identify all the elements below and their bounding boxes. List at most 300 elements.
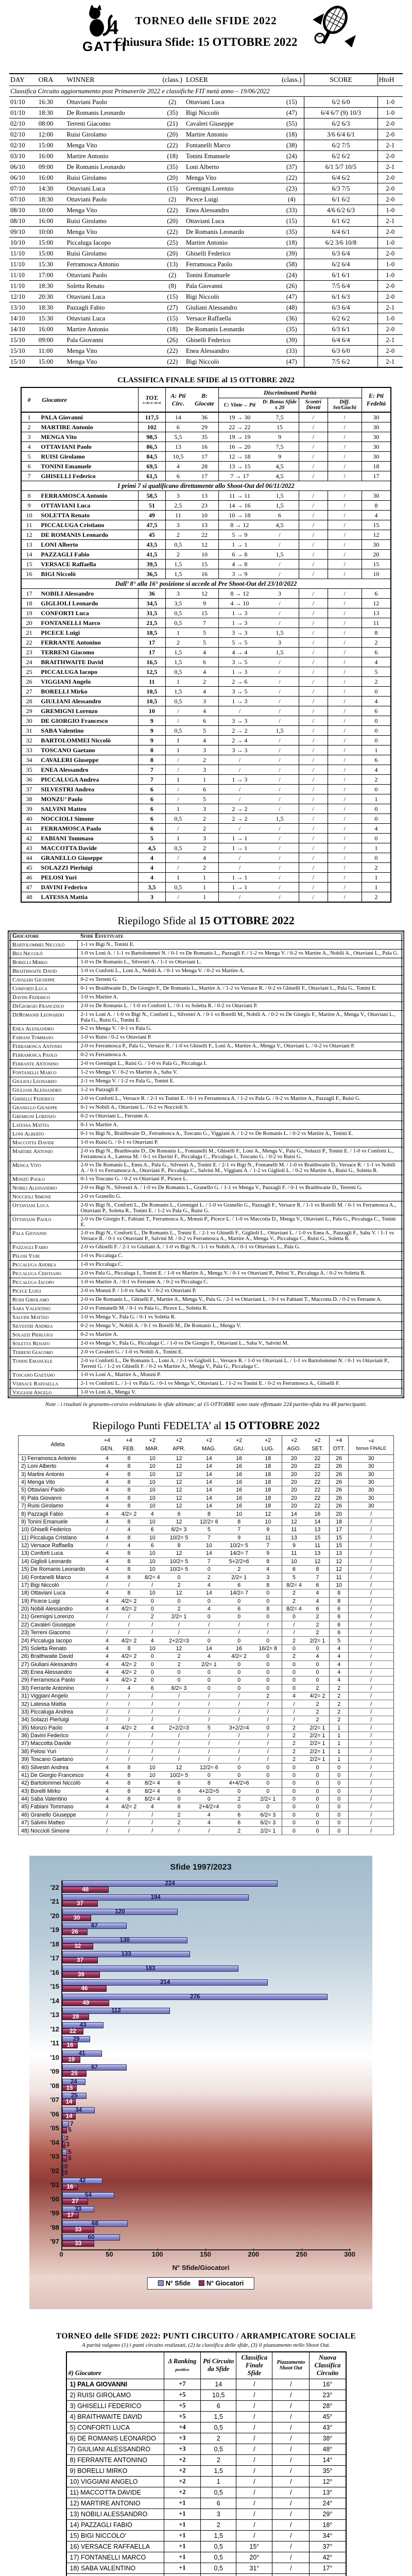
fedelta-athlete: 30) Ferrante Antonino <box>19 1684 97 1692</box>
bonus-sfide: / <box>261 697 299 706</box>
fedelta-value: 8 <box>117 1557 141 1565</box>
pti-fedelta: 0 <box>362 853 391 863</box>
finale-player: 17) FONTANELLI MARCO <box>66 2552 164 2563</box>
riepilogo-player: Bigi Niccolò <box>9 950 78 958</box>
riepilogo-player: Gremigni Lorenzo <box>9 1112 78 1121</box>
match-score: 6/3 6/0 <box>304 346 377 357</box>
fedelta-athlete: 37) Maccotta Davide <box>19 1740 97 1748</box>
fedelta-value: / <box>194 1692 224 1700</box>
total-points: 10,5 <box>139 697 165 706</box>
fedelta-value: 4 <box>97 1470 117 1478</box>
fedelta-value: 6 <box>164 1803 194 1811</box>
fedelta-value: 10 <box>141 1557 164 1565</box>
total-points: 11 <box>139 677 165 687</box>
player-name: SOLAZZI Pierluigi <box>37 863 138 873</box>
fedelta-value: 11 <box>282 1526 306 1534</box>
fedelta-value: 8 <box>117 1534 141 1541</box>
scontri-diretti: / <box>299 745 328 755</box>
finale-classifica-sfide: / <box>236 2465 272 2476</box>
giocate: 5 <box>191 794 218 804</box>
classifica-title: CLASSIFICA FINALE SFIDE al 15 OTTOBRE 2022 <box>117 376 295 384</box>
match-time: 16:00 <box>38 216 66 227</box>
rank: 8 <box>21 491 37 501</box>
fedelta-row <box>19 1827 394 1835</box>
riepilogo-results: 1-0 vs Conforti L., Loni A., Nobili A. / 0-1 vs Menga V. / 0-2 vs Martire A. <box>77 967 404 976</box>
pti-circuito: / <box>165 765 191 775</box>
fedelta-value: 7 <box>254 1541 282 1549</box>
fedelta-value: 4 <box>97 1557 117 1565</box>
riepilogo-results: 2-0 vs Granello G. <box>77 1193 404 1201</box>
match-score: 6/1 6/2 <box>304 216 377 227</box>
vinte-pti: 4 → 10 <box>218 599 261 608</box>
scontri-diretti: / <box>299 775 328 785</box>
chart-bar-group <box>50 2234 351 2249</box>
fedelta-value: 4 <box>282 1692 306 1700</box>
match-loser: Tonini Emanuele <box>185 270 279 281</box>
pti-circuito: 1 <box>165 804 191 814</box>
finale-classifica-sfide: / <box>236 2476 272 2487</box>
giocate: 1 <box>191 873 218 883</box>
giocatori-bar <box>62 2099 76 2105</box>
qualification-note: Dall’ 8° alla 16° posizione si accede al Pre Shoot-Out del 23/10/2022 <box>21 579 391 589</box>
vinte-pti: 3 → 5 <box>218 687 261 697</box>
fedelta-value: 10 <box>224 1510 254 1518</box>
rank: 39 <box>21 804 37 814</box>
fedelta-value: 2 <box>282 1740 306 1748</box>
finale-pti: 0,5 <box>201 2541 236 2552</box>
riepilogo-row <box>9 1121 404 1130</box>
giocatori-bar <box>62 2014 89 2020</box>
fedelta-value: 20 <box>282 1478 306 1486</box>
riepilogo-row <box>9 1304 404 1313</box>
finale-pti: 2 <box>201 2433 236 2444</box>
fedelta-value: 16 <box>224 1463 254 1470</box>
scontri-diretti: / <box>299 863 328 873</box>
fedelta-athlete: 24) Piccaluga Iacopo <box>19 1637 97 1645</box>
fedelta-value: / <box>117 1692 141 1700</box>
pti-fedelta: 1 <box>362 794 391 804</box>
giocate: 3 <box>191 834 218 843</box>
diff-set-giochi: / <box>328 706 362 716</box>
fedelta-row <box>19 1756 394 1764</box>
fedelta-value: 2 <box>164 1605 194 1613</box>
riepilogo-row <box>9 1193 404 1201</box>
fedelta-value: 0 <box>224 1787 254 1795</box>
giocate: 15 <box>191 560 218 569</box>
match-loser-class: (26) <box>279 281 304 292</box>
chart-plot-area <box>50 1880 351 2250</box>
match-score: 6/1 6/1 <box>304 270 377 281</box>
fedelta-value: 30 <box>349 1454 394 1462</box>
sfide-bar <box>62 2008 170 2014</box>
match-htoh: 2-0 <box>377 129 403 140</box>
fedelta-athlete: 38) Pelosi Yuri <box>19 1748 97 1755</box>
fedelta-value: / <box>254 1708 282 1716</box>
vinte-pti: 22 → 22 <box>218 422 261 432</box>
pti-fedelta: 15 <box>362 520 391 530</box>
pti-fedelta: 11 <box>362 618 391 628</box>
bonus-sfide: / <box>261 569 299 579</box>
fedelta-value: 15 <box>330 1541 349 1549</box>
fedelta-value: / <box>164 1732 194 1739</box>
riepilogo-row <box>9 1033 404 1042</box>
diff-set-giochi: / <box>328 873 362 883</box>
fedelta-value: 10 <box>141 1454 164 1462</box>
match-time: 10:00 <box>38 205 66 216</box>
fedelta-value: / <box>117 1700 141 1708</box>
player-name: BRAITHWAITE David <box>37 657 138 667</box>
cat-icon <box>85 5 124 38</box>
fedelta-row <box>19 1771 394 1779</box>
riepilogo-row <box>9 1278 404 1287</box>
total-points: 17 <box>139 638 165 648</box>
fedelta-value: 0 <box>306 1764 330 1771</box>
fedelta-value: 4 <box>97 1803 117 1811</box>
riepilogo-results: 1-0 vs Piccaluga C. <box>77 1252 404 1261</box>
match-htoh: 2-0 <box>377 346 403 357</box>
rank: 12 <box>21 530 37 540</box>
player-name: FERRAMOSCA Antonio <box>37 491 138 501</box>
finale-row <box>66 2400 346 2411</box>
fedelta-value: / <box>349 1541 394 1549</box>
rank: 33 <box>21 745 37 755</box>
fedelta-value: / <box>117 1748 141 1755</box>
riepilogo-player: Bartolommei Niccolò <box>9 941 78 950</box>
classifica-row <box>21 471 391 481</box>
fedelta-row <box>19 1748 394 1755</box>
total-points: 69,5 <box>139 462 165 471</box>
fedelta-value: / <box>117 1629 141 1637</box>
fedelta-value: 2 <box>330 1692 349 1700</box>
player-name: OTTAVIANI Paolo <box>37 442 138 452</box>
fedelta-value: / <box>254 1748 282 1755</box>
riepilogo-results: 1-0 vs Ruisi / 0-2 vs Ottaviani P. <box>77 1033 404 1042</box>
fedelta-value: 0 <box>254 1724 282 1732</box>
fedelta-value: 14 <box>194 1502 224 1510</box>
fedelta-value: 0 <box>254 1764 282 1771</box>
fedelta-value: / <box>349 1550 394 1557</box>
match-score: 6/2 6/2 <box>304 313 377 324</box>
player-name: GIGLIOLI Leonardo <box>37 599 138 608</box>
match-winner: Martire Antonio <box>65 324 160 335</box>
fedelta-value: / <box>282 1700 306 1708</box>
fedelta-value: 2 <box>306 1613 330 1621</box>
bar-value-label: 5 <box>68 2127 72 2134</box>
diff-set-giochi: / <box>328 471 362 481</box>
chart-year-label: '13 <box>50 2011 59 2019</box>
x-tick-label: 300 <box>344 2250 355 2258</box>
fedelta-value: 0 <box>306 1645 330 1652</box>
riepilogo-results: 0-2 vs Martire A. <box>77 1331 404 1340</box>
fedelta-value: / <box>349 1708 394 1716</box>
fedelta-value: / <box>97 1526 117 1534</box>
finale-delta: +2 <box>164 2487 200 2498</box>
match-day: 07/10 <box>9 194 38 205</box>
pti-circuito: 1 <box>165 628 191 638</box>
match-loser-class: (37) <box>279 162 304 173</box>
fedelta-value: 9 <box>224 1534 254 1541</box>
fedelta-value: 8 <box>117 1787 141 1795</box>
rank: 36 <box>21 775 37 785</box>
giocatori-bar <box>62 1986 107 1992</box>
fedelta-value: 8 <box>117 1645 141 1652</box>
chart-bar-group <box>50 1937 351 1952</box>
col-ora: ORA <box>38 74 66 86</box>
scontri-diretti: / <box>299 638 328 648</box>
fedelta-value: / <box>194 1756 224 1764</box>
vinte-pti: 1 → 3 <box>218 608 261 618</box>
total-points: 58,5 <box>139 491 165 501</box>
player-name: TONINI Emanuele <box>37 462 138 471</box>
match-winner-class: (20) <box>160 248 185 259</box>
finale-player: 16) VERSACE RAFFAELLA <box>66 2541 164 2552</box>
riepilogo-player: Piccaluga Iacopo <box>9 1278 78 1287</box>
fedelta-row <box>19 1653 394 1660</box>
match-winner-class: (15) <box>160 292 185 302</box>
classifica-row <box>21 755 391 765</box>
fedelta-value: 2+4/2=4 <box>194 1803 224 1811</box>
finale-row <box>66 2454 346 2465</box>
chart-bar-group <box>50 1979 351 1994</box>
h-month-lug: +2 LUG. <box>254 1436 282 1455</box>
fedelta-value: / <box>349 1740 394 1748</box>
finale-delta: +1 <box>164 2509 200 2519</box>
rank: 6 <box>21 462 37 471</box>
bonus-sfide: 1,5 <box>261 648 299 657</box>
fedelta-value: 22 <box>306 1486 330 1494</box>
giocate: 17 <box>191 471 218 481</box>
fedelta-value: 22 <box>306 1494 330 1502</box>
diff-set-giochi: / <box>328 511 362 520</box>
fedelta-value: 20 <box>282 1454 306 1462</box>
bar-value-label: 41 <box>78 2050 85 2057</box>
finale-nuova-classifica: 45° <box>310 2411 346 2422</box>
bonus-sfide: / <box>261 824 299 834</box>
match-row <box>9 302 403 313</box>
fedelta-value: 0 <box>224 1668 254 1676</box>
fedelta-value: / <box>164 1756 194 1764</box>
giocate: 17 <box>191 452 218 462</box>
riepilogo-row <box>9 1095 404 1104</box>
match-loser: Loni Alberto <box>185 162 279 173</box>
pti-fedelta: 20 <box>362 550 391 560</box>
classifica-row <box>21 638 391 648</box>
pti-fedelta: 30 <box>362 452 391 462</box>
giocatori-bar <box>62 1901 98 1907</box>
riepilogo-row <box>9 1130 404 1139</box>
legend-item: N° Giocatori <box>199 2280 244 2287</box>
fedelta-value: 2 <box>282 1653 306 1660</box>
rank: 18 <box>21 599 37 608</box>
classifica-row <box>21 530 391 540</box>
match-row <box>9 346 403 357</box>
match-day: 11/10 <box>9 259 38 270</box>
vinte-pti: 2 → 2 <box>218 814 261 824</box>
total-points: 49 <box>139 511 165 520</box>
match-score: 6/3 6/4 <box>304 248 377 259</box>
fedelta-value: 2 <box>141 1613 164 1621</box>
match-day: 08/10 <box>9 216 38 227</box>
giocatori-bar <box>62 2198 88 2205</box>
total-points: 31,5 <box>139 608 165 618</box>
riepilogo-player: Ghiselli Federico <box>9 1095 78 1104</box>
fedelta-value: 5 <box>330 1637 349 1645</box>
fedelta-value: / <box>141 1629 164 1637</box>
total-points: 4 <box>139 863 165 873</box>
fedelta-value: / <box>349 1716 394 1724</box>
fedelta-row <box>19 1605 394 1613</box>
fedelta-value: 18 <box>254 1463 282 1470</box>
fedelta-value: / <box>164 1629 194 1637</box>
finale-player: 18) SABA VALENTINO <box>66 2563 164 2573</box>
giocate: 3 <box>191 804 218 814</box>
match-winner: De Romanis Leonardo <box>65 162 160 173</box>
fedelta-value: 8 <box>117 1470 141 1478</box>
total-points: 34,5 <box>139 599 165 608</box>
giocatori-bar <box>62 2057 80 2063</box>
fedelta-value: 4 <box>97 1660 117 1668</box>
fedelta-value: 9 <box>282 1541 306 1549</box>
match-loser: Fontanelli Marco <box>185 140 279 151</box>
giocate: 2 <box>191 863 218 873</box>
classifica-row <box>21 883 391 892</box>
fedelta-athlete: 22) Cavaleri Giuseppe <box>19 1621 97 1629</box>
fedelta-value: 0 <box>254 1668 282 1676</box>
fedelta-value: / <box>117 1811 141 1819</box>
giocate: 5 <box>191 638 218 648</box>
fedelta-value: / <box>164 1748 194 1755</box>
match-time: 18:30 <box>38 281 66 292</box>
bonus-sfide: / <box>261 540 299 550</box>
giocatori-bar <box>62 2227 94 2233</box>
classifica-row <box>21 628 391 638</box>
fedelta-value: 0 <box>194 1795 224 1803</box>
fedelta-value: 4/2= 2 <box>306 1692 330 1700</box>
giocatori-bar <box>62 1887 109 1893</box>
finale-nuova-classifica: 42° <box>310 2552 346 2563</box>
match-loser: Enea Alessandro <box>185 205 279 216</box>
fedelta-athlete: 47) Salvini Matteo <box>19 1819 97 1827</box>
riepilogo-row <box>9 1252 404 1261</box>
bar-value-label: 15 <box>66 2084 73 2091</box>
fedelta-value: / <box>349 1668 394 1676</box>
h-fin-piazzamento: Piazzamento Shoot Out <box>272 2352 310 2379</box>
fedelta-value: 6 <box>282 1566 306 1573</box>
bonus-sfide: / <box>261 843 299 853</box>
matches-table <box>9 73 403 368</box>
bar-value-label: 3 <box>66 2141 70 2148</box>
finale-delta: +5 <box>164 2411 200 2422</box>
sfide-bar <box>62 2036 90 2042</box>
fedelta-value: 10/2= 5 <box>224 1541 254 1549</box>
riepilogo-row <box>9 1287 404 1296</box>
match-loser: Ghiselli Federico <box>185 248 279 259</box>
riepilogo-results: 2-0 vs Cavaleri G. / 1-0 vs Nobili A., Tonini E. <box>77 1348 404 1357</box>
fedelta-value: 10/2= 5 <box>164 1566 194 1573</box>
pti-fedelta: 12 <box>362 599 391 608</box>
player-name: DE ROMANIS Leonardo <box>37 530 138 540</box>
match-row <box>9 335 403 346</box>
vinte-pti: 3 → 3 <box>218 628 261 638</box>
scontri-diretti: / <box>299 599 328 608</box>
fedelta-value: / <box>164 1708 194 1716</box>
fedelta-value: / <box>117 1716 141 1724</box>
finale-nuova-classifica: 23° <box>310 2389 346 2400</box>
fedelta-value: 4 <box>97 1653 117 1660</box>
fedelta-athlete: 2) Loni Alberto <box>19 1463 97 1470</box>
finale-delta: +2 <box>164 2465 200 2476</box>
h-month-giu: +2 GIU. <box>224 1436 254 1455</box>
fedelta-value: 4 <box>117 1684 141 1692</box>
fedelta-value: 20 <box>282 1502 306 1510</box>
fedelta-value: 4 <box>97 1454 117 1462</box>
giocatori-bar <box>62 2042 78 2048</box>
fedelta-value: 12/2= 6 <box>194 1518 224 1526</box>
total-points: 4 <box>139 853 165 863</box>
pti-fedelta: 30 <box>362 540 391 550</box>
match-score: 6/4 6/1 <box>304 227 377 238</box>
page-subtitle: Chiusura Sfide: 15 OTTOBRE 2022 <box>114 36 298 48</box>
finale-shoot-out: / <box>272 2465 310 2476</box>
fedelta-value: 0 <box>224 1684 254 1692</box>
vinte-pti: 10 → 18 <box>218 511 261 520</box>
fedelta-value: 26 <box>330 1463 349 1470</box>
fedelta-value: / <box>141 1732 164 1739</box>
fedelta-row <box>19 1573 394 1581</box>
match-winner-class: (15) <box>160 313 185 324</box>
fedelta-value: 0 <box>306 1795 330 1803</box>
fedelta-value: 2 <box>224 1795 254 1803</box>
rank: 26 <box>21 677 37 687</box>
match-winner-class: (22) <box>160 227 185 238</box>
fedelta-value: 30 <box>349 1470 394 1478</box>
rank: 23 <box>21 648 37 657</box>
fedelta-value: 0 <box>224 1764 254 1771</box>
pti-fedelta: 4 <box>362 824 391 834</box>
giocate: 7 <box>191 618 218 628</box>
fedelta-value: 0 <box>282 1811 306 1819</box>
fedelta-value: 12 <box>164 1645 194 1652</box>
riepilogo-player: Soletta Renato <box>9 1340 78 1348</box>
match-time: 09:00 <box>38 335 66 346</box>
giocatori-bar <box>62 2028 83 2035</box>
fedelta-value: 10 <box>141 1534 164 1541</box>
vinte-pti: 7 → 17 <box>218 471 261 481</box>
chart-year-label: '22 <box>50 1883 59 1891</box>
bar-value-label: 48 <box>82 1886 89 1893</box>
fedelta-value: 2/2= 1 <box>194 1660 224 1668</box>
fedelta-value: 16 <box>224 1470 254 1478</box>
fedelta-value: 0 <box>254 1589 282 1597</box>
riepilogo-player: Pelosi Yuri <box>9 1252 78 1261</box>
giocate: 4 <box>191 853 218 863</box>
fedelta-value: 0 <box>254 1780 282 1787</box>
giocatori-bar <box>62 1929 88 1935</box>
diff-set-giochi: / <box>328 608 362 618</box>
pti-circuito: 0,5 <box>165 618 191 628</box>
fedelta-value: 4 <box>330 1660 349 1668</box>
pti-fedelta: 13 <box>362 608 391 618</box>
fedelta-value: 4 <box>97 1605 117 1613</box>
riepilogo-results: 1-1 vs Bigi N., Tonini E. <box>77 941 404 950</box>
fedelta-value: 26 <box>330 1454 349 1462</box>
fedelta-value: 10/2= 5 <box>164 1771 194 1779</box>
fedelta-value: 2/2= 1 <box>306 1748 330 1755</box>
finale-header-row <box>66 2352 346 2379</box>
x-tick-label: 200 <box>248 2250 260 2258</box>
riepilogo-row <box>9 985 404 993</box>
match-time: 09:00 <box>38 162 66 173</box>
